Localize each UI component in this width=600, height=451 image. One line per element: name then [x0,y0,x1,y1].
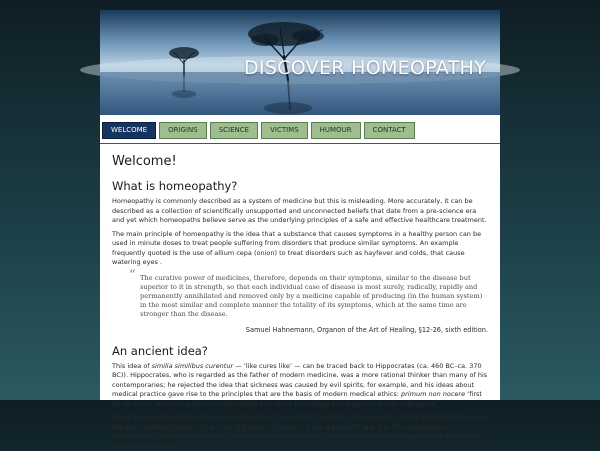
latin-phrase: similia similibus curentur [151,361,234,370]
hahnemann-quote [129,267,488,320]
latin-phrase-nocere: primum non nocere [401,390,466,399]
tab-humour[interactable]: HUMOUR [311,122,361,139]
tab-origins[interactable]: ORIGINS [159,122,207,139]
small-tree-canopy [169,47,199,59]
section-heading-what-is: What is homeopathy? [112,179,238,193]
page-title: Welcome! [112,154,177,169]
nav-tabs [102,122,415,139]
tab-welcome[interactable]: WELCOME [102,122,156,139]
tab-science[interactable]: SCIENCE [210,122,258,139]
paragraph-main-principle: The main principle of homeopathy is the idea that a substance that causes symptoms in a healthy person can be used in minute doses to treat people suffering from disorders that produce similar symptoms. An example frequently quoted is the use of allium cepa (onion) to treat disorders such as hayfever and colds, that cause watering eyes . [112,229,482,266]
paragraph-intro: Homeopathy is commonly described as a system of medicine but this is misleading. More accurately, it can be described as a collection of scientifically unsupported and unconnected beliefs that date from a pre-science era and yet which homeopaths believe serve as the underlying principles of a safe and effective healthcare treatment. [112,197,487,224]
paragraph-law-of-similars: Some homeopaths believe this gives all his ideas the weight of authority. Homeopaths call the belief that like cures like the ‘similia principle’ or the ‘Law of Similars’, though it is not a scientific law. It is, like all aspects of homeopathy, highly controversial. There is no logical reason why substances that produce symptoms should cure symptoms and no [112,413,488,450]
site-title: DISCOVER HOMEOPATHY [244,57,486,79]
section-heading-ancient-idea: An ancient idea? [112,343,208,358]
paragraph-hippocrates: This idea of similia similibus curentur — ‘like cures like’ — can be traced back to Hippocrates (ca. 460 BC–ca. 370 BC)). Hippocrates, who is regarded as the father of modern medicine, was a more rational thinker than many of his contemporaries; he rejected the idea that sickness was caused by evil spirits, for example, and his ideas about medical practice gave rise to the principles that are the basis of modern medical ethics: primum non nocere ‘first do no harm’, maintain patient confidentiality and share knowledge and experience with colleagues. [112,361,488,408]
page-container [100,10,500,450]
header-banner [100,10,500,115]
quote-attribution: Samuel Hahnemann, Organon of the Art of Healing, §12-26, sixth edition. [245,325,488,334]
tab-contact[interactable]: CONTACT [364,122,415,139]
main-content [100,144,500,451]
quote-mark-icon: “ [129,267,136,283]
nav-bar [100,115,500,144]
quote-text: The curative power of medicines, therefore, depends on their symptoms, similar to the disease but superior to it in strength, so that each individual case of disease is most surely, radically, rapidly and permanently annihilated and removed only by a medicine capable of producing (in the human system) in the most similar and complete manner the totality of its symptoms, which at the same time are stronger than the disease. [140,273,483,319]
tab-victims[interactable]: VICTIMS [261,122,308,139]
